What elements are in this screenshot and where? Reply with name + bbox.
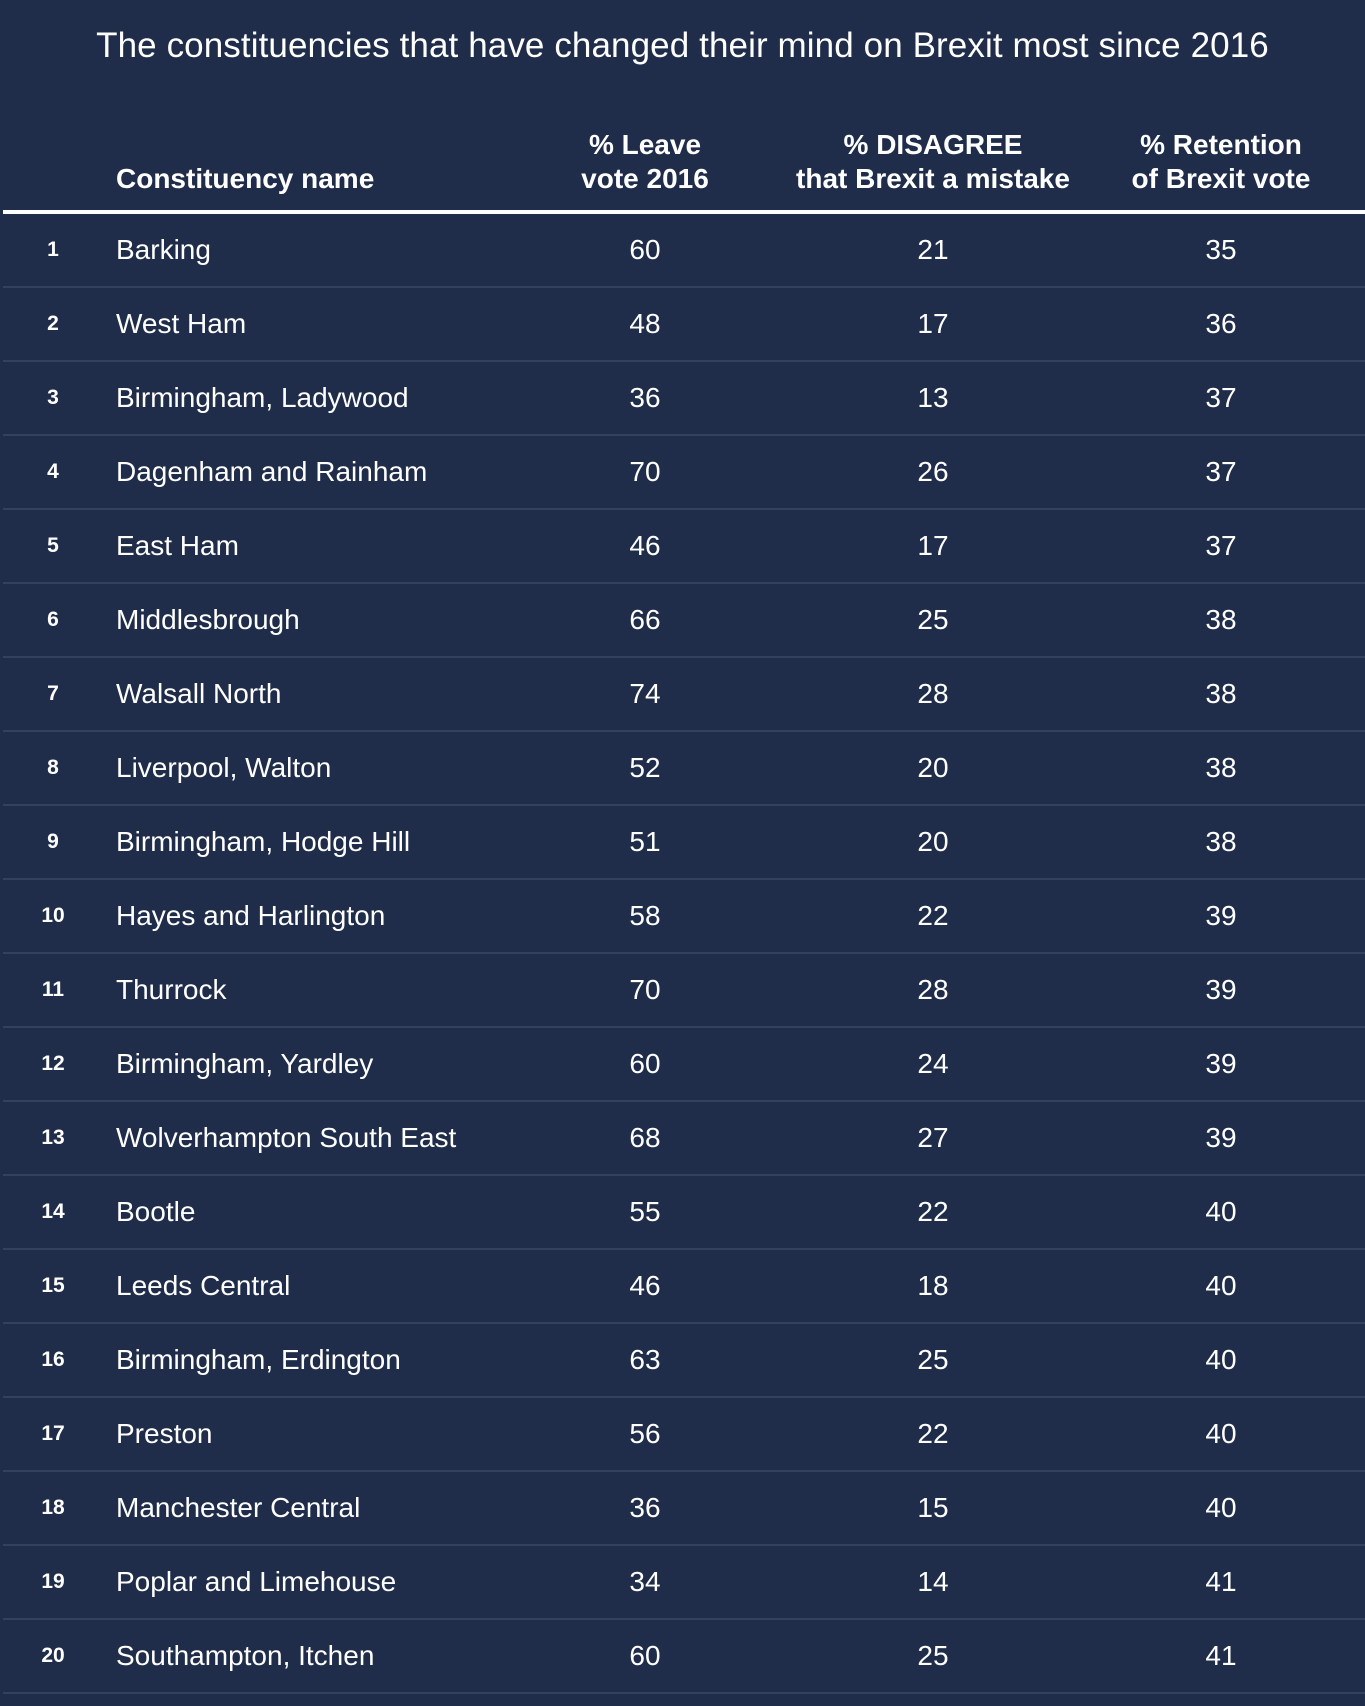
retention-cell: 40 <box>1205 1196 1237 1227</box>
rank-cell: 14 <box>41 1200 65 1223</box>
disagree-cell: 14 <box>917 1566 949 1597</box>
constituency-name-cell: Birmingham, Ladywood <box>116 382 409 413</box>
leave-vote-cell: 60 <box>629 1048 661 1079</box>
rank-cell: 3 <box>47 386 59 409</box>
table-title: The constituencies that have changed their mind on Brexit most since 2016 <box>96 26 1269 65</box>
constituency-name-cell: Dagenham and Rainham <box>116 456 428 487</box>
table-row <box>3 510 1365 584</box>
header-retention <box>1086 128 1356 196</box>
header-leave-vote-line1: % Leave <box>588 129 702 160</box>
constituency-name-cell: Birmingham, Yardley <box>116 1048 374 1079</box>
table-row <box>3 362 1365 436</box>
retention-cell: 39 <box>1205 974 1237 1005</box>
disagree-cell: 26 <box>917 456 949 487</box>
constituency-name-cell: Bootle <box>116 1196 196 1227</box>
disagree-cell: 28 <box>917 678 949 709</box>
rank-cell: 7 <box>47 682 59 705</box>
disagree-cell: 20 <box>917 752 949 783</box>
retention-cell: 38 <box>1205 604 1237 635</box>
table-row <box>3 732 1365 806</box>
constituency-name-cell: Thurrock <box>116 974 227 1005</box>
retention-cell: 35 <box>1205 234 1237 265</box>
leave-vote-cell: 46 <box>629 1270 661 1301</box>
constituency-name-cell: Liverpool, Walton <box>116 752 332 783</box>
table-row <box>3 806 1365 880</box>
rank-cell: 9 <box>47 830 59 853</box>
disagree-cell: 28 <box>917 974 949 1005</box>
rank-cell: 1 <box>47 238 59 261</box>
header-disagree-line1: % DISAGREE <box>843 129 1023 160</box>
rank-cell: 4 <box>47 460 59 483</box>
leave-vote-cell: 58 <box>629 900 661 931</box>
table-row <box>3 288 1365 362</box>
table-row <box>3 1102 1365 1176</box>
retention-cell: 39 <box>1205 1122 1237 1153</box>
disagree-cell: 24 <box>917 1048 949 1079</box>
table-header <box>3 118 1365 214</box>
table-row <box>3 1176 1365 1250</box>
retention-cell: 38 <box>1205 826 1237 857</box>
leave-vote-cell: 36 <box>629 1492 661 1523</box>
disagree-cell: 27 <box>917 1122 949 1153</box>
disagree-cell: 25 <box>917 604 949 635</box>
retention-cell: 40 <box>1205 1270 1237 1301</box>
rank-cell: 15 <box>41 1274 65 1297</box>
leave-vote-cell: 52 <box>629 752 661 783</box>
constituency-name-cell: Poplar and Limehouse <box>116 1566 397 1597</box>
rank-cell: 11 <box>41 978 65 1001</box>
leave-vote-cell: 46 <box>629 530 661 561</box>
disagree-cell: 25 <box>917 1640 949 1671</box>
table-row <box>3 584 1365 658</box>
leave-vote-cell: 68 <box>629 1122 661 1153</box>
header-retention-line2: of Brexit vote <box>1131 163 1311 194</box>
header-constituency-name-line1: Constituency name <box>116 163 375 194</box>
table-body <box>3 214 1365 1694</box>
disagree-cell: 22 <box>917 900 949 931</box>
table-row <box>3 1250 1365 1324</box>
rank-cell: 16 <box>41 1348 65 1371</box>
constituency-name-cell: East Ham <box>116 530 239 561</box>
disagree-cell: 20 <box>917 826 949 857</box>
constituency-name-cell: Preston <box>116 1418 213 1449</box>
constituency-name-cell: Middlesbrough <box>116 604 300 635</box>
retention-cell: 38 <box>1205 752 1237 783</box>
table-row <box>3 1546 1365 1620</box>
leave-vote-cell: 48 <box>629 308 661 339</box>
constituency-name-cell: West Ham <box>116 308 247 339</box>
disagree-cell: 22 <box>917 1418 949 1449</box>
disagree-cell: 18 <box>917 1270 949 1301</box>
constituency-name-cell: Hayes and Harlington <box>116 900 386 931</box>
disagree-cell: 22 <box>917 1196 949 1227</box>
table-row <box>3 954 1365 1028</box>
table-row <box>3 214 1365 288</box>
rank-cell: 5 <box>47 534 59 557</box>
header-leave-vote-line2: vote 2016 <box>581 163 709 194</box>
retention-cell: 41 <box>1205 1640 1237 1671</box>
leave-vote-cell: 34 <box>629 1566 661 1597</box>
rank-cell: 18 <box>41 1496 65 1519</box>
rank-cell: 19 <box>41 1570 65 1593</box>
leave-vote-cell: 60 <box>629 234 661 265</box>
constituency-name-cell: Birmingham, Erdington <box>116 1344 401 1375</box>
retention-cell: 39 <box>1205 900 1237 931</box>
constituency-name-cell: Walsall North <box>116 678 282 709</box>
rank-cell: 2 <box>47 312 59 335</box>
retention-cell: 40 <box>1205 1418 1237 1449</box>
disagree-cell: 17 <box>917 308 949 339</box>
rank-cell: 20 <box>41 1644 65 1667</box>
table-row <box>3 880 1365 954</box>
table-row <box>3 1028 1365 1102</box>
table-row <box>3 1324 1365 1398</box>
leave-vote-cell: 74 <box>629 678 661 709</box>
constituency-name-cell: Barking <box>116 234 211 265</box>
disagree-cell: 13 <box>917 382 949 413</box>
constituency-name-cell: Wolverhampton South East <box>116 1122 457 1153</box>
leave-vote-cell: 70 <box>629 456 661 487</box>
table-row <box>3 1398 1365 1472</box>
leave-vote-cell: 63 <box>629 1344 661 1375</box>
rank-cell: 17 <box>41 1422 65 1445</box>
disagree-cell: 25 <box>917 1344 949 1375</box>
retention-cell: 37 <box>1205 530 1237 561</box>
header-disagree <box>773 128 1093 196</box>
leave-vote-cell: 55 <box>629 1196 661 1227</box>
leave-vote-cell: 60 <box>629 1640 661 1671</box>
leave-vote-cell: 70 <box>629 974 661 1005</box>
table-row <box>3 658 1365 732</box>
rank-cell: 6 <box>47 608 59 631</box>
retention-cell: 37 <box>1205 382 1237 413</box>
leave-vote-cell: 51 <box>629 826 661 857</box>
disagree-cell: 15 <box>917 1492 949 1523</box>
constituency-table <box>3 118 1365 1694</box>
leave-vote-cell: 56 <box>629 1418 661 1449</box>
leave-vote-cell: 66 <box>629 604 661 635</box>
rank-cell: 10 <box>41 904 65 927</box>
header-leave-vote <box>500 128 790 196</box>
rank-cell: 13 <box>41 1126 65 1149</box>
table-row <box>3 436 1365 510</box>
header-disagree-line2: that Brexit a mistake <box>796 163 1070 194</box>
retention-cell: 40 <box>1205 1492 1237 1523</box>
constituency-name-cell: Birmingham, Hodge Hill <box>116 826 411 857</box>
constituency-name-cell: Leeds Central <box>116 1270 291 1301</box>
constituency-name-cell: Southampton, Itchen <box>116 1640 375 1671</box>
table-row <box>3 1472 1365 1546</box>
header-constituency-name <box>116 162 374 196</box>
table-row <box>3 1620 1365 1694</box>
rank-cell: 8 <box>47 756 59 779</box>
constituency-name-cell: Manchester Central <box>116 1492 361 1523</box>
retention-cell: 41 <box>1205 1566 1237 1597</box>
header-retention-line1: % Retention <box>1140 129 1302 160</box>
rank-cell: 12 <box>41 1052 65 1075</box>
retention-cell: 36 <box>1205 308 1237 339</box>
disagree-cell: 17 <box>917 530 949 561</box>
retention-cell: 38 <box>1205 678 1237 709</box>
retention-cell: 37 <box>1205 456 1237 487</box>
disagree-cell: 21 <box>917 234 949 265</box>
leave-vote-cell: 36 <box>629 382 661 413</box>
retention-cell: 39 <box>1205 1048 1237 1079</box>
retention-cell: 40 <box>1205 1344 1237 1375</box>
